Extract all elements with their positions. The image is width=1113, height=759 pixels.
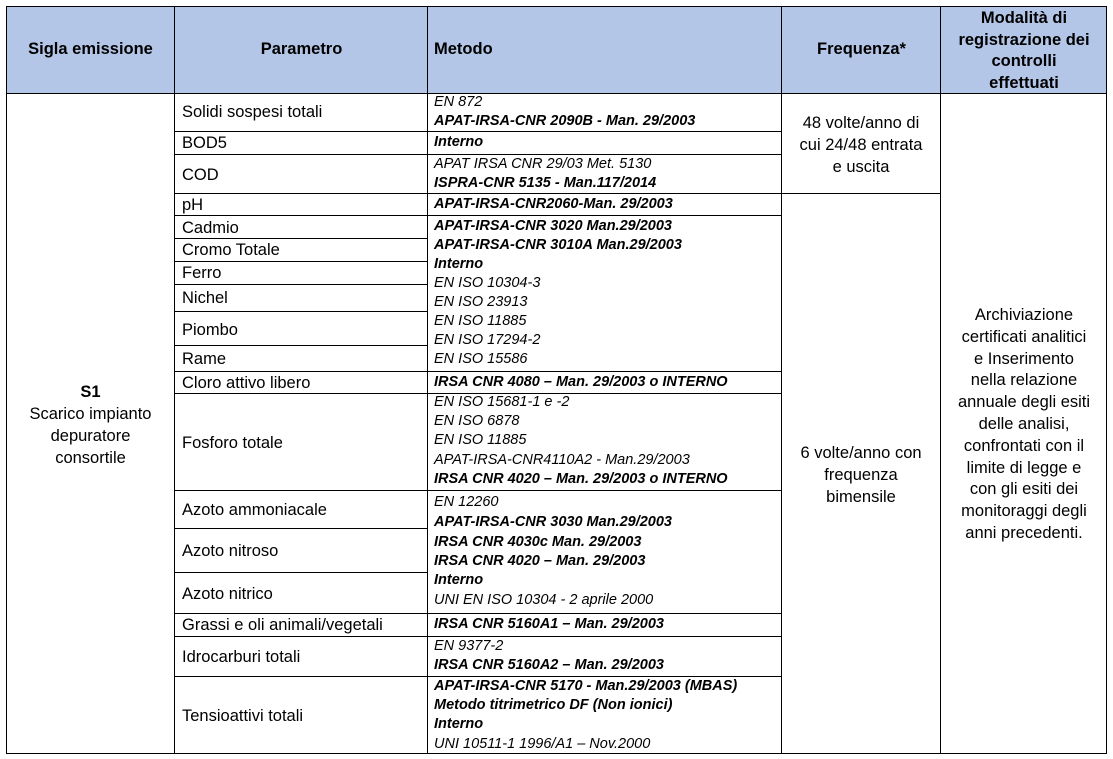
frequency-line: frequenza <box>824 466 898 484</box>
method-line: IRSA CNR 5160A1 – Man. 29/2003 <box>434 616 664 632</box>
sigla-code: S1 <box>80 383 101 401</box>
method-line: IRSA CNR 4030c Man. 29/2003 <box>434 534 642 550</box>
grid-line <box>174 6 175 754</box>
grid-line <box>174 636 428 637</box>
grid-line <box>174 572 428 573</box>
sigla-desc-line: depuratore <box>50 427 131 445</box>
method-line: EN ISO 10304-3 <box>434 275 541 291</box>
grid-line <box>427 613 782 614</box>
method-line: EN 872 <box>434 94 483 110</box>
modalita-line: nella relazione <box>970 371 1078 390</box>
parameter-label: Fosforo totale <box>182 434 283 452</box>
header-metodo: Metodo <box>434 40 493 58</box>
grid-line <box>174 676 428 677</box>
parameter-label: BOD5 <box>182 134 227 152</box>
parameter-label: Piombo <box>182 321 238 339</box>
grid-line <box>427 193 782 194</box>
parameter-label: Azoto nitroso <box>182 542 279 560</box>
grid-line <box>174 345 428 346</box>
parameter-label: Ferro <box>182 264 222 282</box>
method-line: IRSA CNR 4020 – Man. 29/2003 <box>434 553 646 569</box>
grid-line <box>174 393 428 394</box>
header-modalita-registrazione <box>941 8 1107 94</box>
method-line: APAT-IRSA-CNR 3010A Man.29/2003 <box>434 237 682 253</box>
header-parametro: Parametro <box>260 40 343 58</box>
method-line: APAT-IRSA-CNR4110A2 - Man.29/2003 <box>434 452 690 468</box>
method-line: EN 12260 <box>434 494 499 510</box>
method-line: Metodo titrimetrico DF (Non ionici) <box>434 697 673 713</box>
method-line: EN ISO 11885 <box>434 432 527 448</box>
method-line: Interno <box>434 572 484 588</box>
method-line: EN ISO 23913 <box>434 294 528 310</box>
parameter-label: Grassi e oli animali/vegetali <box>182 616 383 634</box>
parameter-label: Tensioattivi totali <box>182 707 304 725</box>
frequency-line: 6 volte/anno con <box>800 444 922 462</box>
grid-line <box>174 131 428 132</box>
grid-line <box>174 613 428 614</box>
method-line: EN ISO 15586 <box>434 351 528 367</box>
modalita-line: annuale degli esiti <box>957 393 1091 412</box>
parameter-label: Azoto nitrico <box>182 585 273 603</box>
method-line: EN ISO 17294-2 <box>434 332 541 348</box>
grid-line <box>427 371 782 372</box>
method-line: APAT-IRSA-CNR 5170 - Man.29/2003 (MBAS) <box>434 678 738 694</box>
method-line: IRSA CNR 5160A2 – Man. 29/2003 <box>434 657 664 673</box>
method-line: APAT IRSA CNR 29/03 Met. 5130 <box>434 156 652 172</box>
frequency-line: e uscita <box>832 158 890 176</box>
modalita-line: con gli esiti dei <box>969 480 1079 499</box>
frequency-block-2 <box>781 442 941 508</box>
sigla-cell <box>6 381 175 469</box>
sigla-desc-line: consortile <box>55 449 126 467</box>
modalita-line: anni precedenti. <box>965 523 1083 542</box>
parameter-label: COD <box>182 166 219 184</box>
method-line: EN ISO 6878 <box>434 413 520 429</box>
method-line: EN 9377-2 <box>434 638 504 654</box>
grid-line <box>781 193 941 194</box>
method-line: ISPRA-CNR 5135 - Man.117/2014 <box>434 175 657 191</box>
grid-line <box>174 154 428 155</box>
parameter-label: pH <box>182 196 204 214</box>
method-line: UNI EN ISO 10304 - 2 aprile 2000 <box>434 592 654 608</box>
grid-line <box>174 490 428 491</box>
method-line: EN ISO 11885 <box>434 313 527 329</box>
grid-line <box>174 528 428 529</box>
method-line: APAT-IRSA-CNR2060-Man. 29/2003 <box>434 196 673 212</box>
modalita-line: confrontati con il <box>963 436 1085 455</box>
grid-line <box>174 215 428 216</box>
parameter-label: Cloro attivo libero <box>182 374 311 392</box>
frequency-line: bimensile <box>826 488 896 506</box>
grid-line <box>174 238 428 239</box>
grid-line <box>174 284 428 285</box>
parameter-label: Idrocarburi totali <box>182 648 301 666</box>
modalita-line: e Inserimento <box>974 349 1074 368</box>
grid-line <box>427 215 782 216</box>
grid-line <box>6 6 1107 7</box>
header-modalita-line: registrazione dei <box>958 30 1090 49</box>
frequency-line: 48 volte/anno di <box>802 114 920 132</box>
grid-line <box>427 490 782 491</box>
grid-line <box>174 193 428 194</box>
method-line: IRSA CNR 4020 – Man. 29/2003 o INTERNO <box>434 471 728 487</box>
method-line: UNI 10511-1 1996/A1 – Nov.2000 <box>434 736 651 752</box>
modalita-line: certificati analitici <box>961 327 1087 346</box>
method-line: Interno <box>434 716 484 732</box>
modalita-line: limite di legge e <box>966 458 1082 477</box>
frequency-block-1 <box>781 112 941 178</box>
header-modalita-line: effettuati <box>989 73 1059 92</box>
grid-line <box>174 311 428 312</box>
grid-line <box>6 6 7 754</box>
parameter-label: Rame <box>182 350 227 368</box>
parameter-label: Nichel <box>182 289 228 307</box>
header-modalita-line: controlli <box>991 52 1057 70</box>
method-line: APAT-IRSA-CNR 3020 Man.29/2003 <box>434 218 672 234</box>
header-frequenza: Frequenza* <box>817 40 906 58</box>
modalita-line: monitoraggi degli <box>961 502 1087 521</box>
parameter-label: Solidi sospesi totali <box>182 103 323 121</box>
parameter-label: Cromo Totale <box>182 241 280 259</box>
frequency-line: cui 24/48 entrata <box>799 136 923 154</box>
method-line: IRSA CNR 4080 – Man. 29/2003 o INTERNO <box>434 374 728 390</box>
header-modalita-line: Modalità di <box>980 9 1068 27</box>
method-line: EN ISO 15681-1 e -2 <box>434 394 570 410</box>
parameter-label: Azoto ammoniacale <box>182 501 327 519</box>
modalita-cell <box>941 305 1107 545</box>
grid-line <box>427 6 428 754</box>
grid-line <box>174 371 428 372</box>
method-line: Interno <box>434 134 484 150</box>
sigla-desc-line: Scarico impianto <box>29 405 152 423</box>
method-line: Interno <box>434 256 484 272</box>
method-line: APAT-IRSA-CNR 2090B - Man. 29/2003 <box>434 113 696 129</box>
grid-line <box>6 93 1107 94</box>
method-line: APAT-IRSA-CNR 3030 Man.29/2003 <box>434 514 672 530</box>
grid-line <box>427 131 782 132</box>
modalita-line: Archiviazione <box>974 306 1074 324</box>
parameter-label: Cadmio <box>182 219 239 237</box>
header-sigla-emissione: Sigla emissione <box>28 40 153 58</box>
modalita-line: delle analisi, <box>978 414 1070 433</box>
grid-line <box>174 261 428 262</box>
